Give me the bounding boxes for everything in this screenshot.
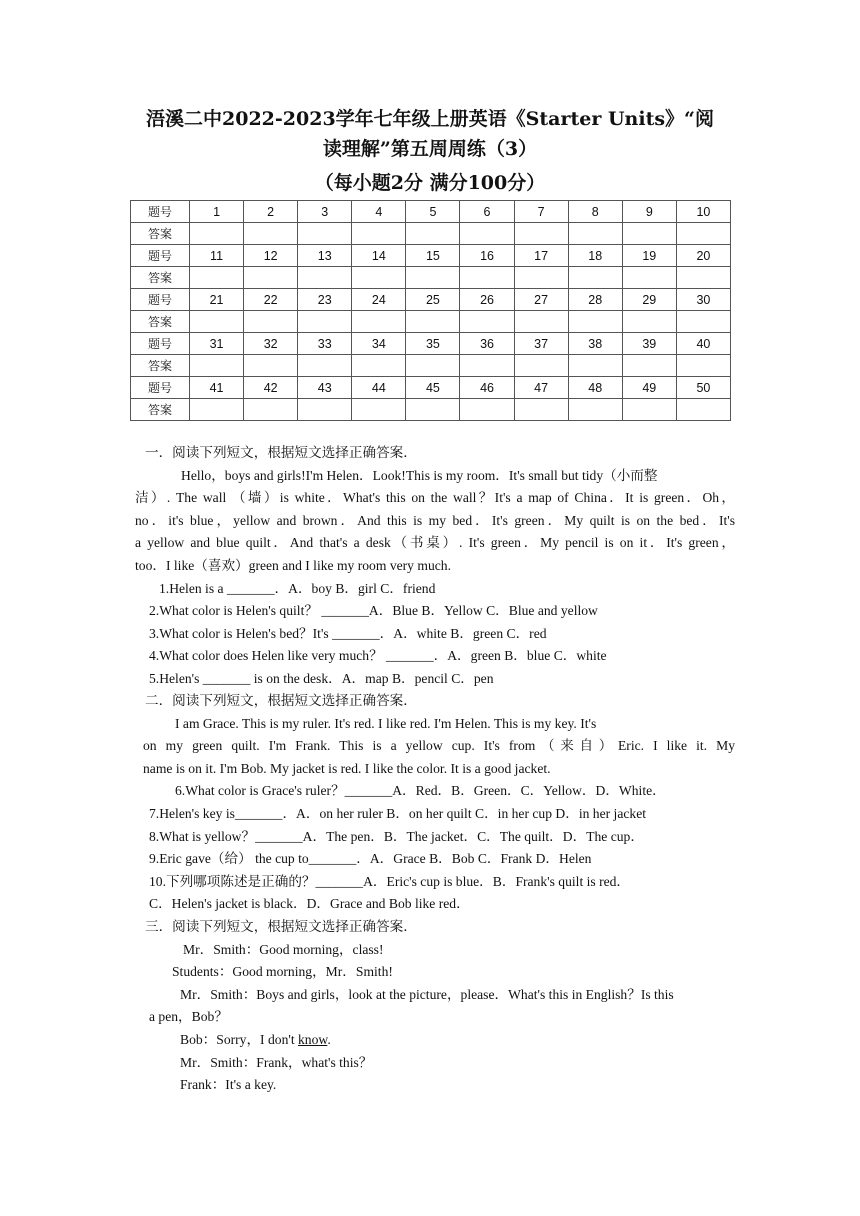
dialogue-line: Frank：It's a key. [180,1077,277,1093]
passage-2-line: on my green quilt. I'm Frank. This is a yellow cup. It's from（来自）Eric. I like it. My [143,738,735,754]
passage-1-line: 洁）. The wall （墙）is white．What's this on the wall？It's a map of China．It is green．Oh， [135,490,735,506]
answer-cell[interactable] [298,223,352,245]
answer-cell[interactable] [676,399,730,421]
answer-cell[interactable] [676,311,730,333]
question-1: 1.Helen is a _______．A．boy B．girl C．friend [159,580,436,596]
answer-cell[interactable] [298,267,352,289]
row-label: 答案 [131,355,190,377]
title-line-2: 读理解”第五周周练（3） [322,138,538,160]
answer-cell[interactable] [514,223,568,245]
question-number-cell: 45 [406,377,460,399]
question-number-cell: 43 [298,377,352,399]
question-number-cell: 10 [676,201,730,223]
answer-cell[interactable] [460,355,514,377]
question-number-row [131,333,731,355]
question-number-row [131,377,731,399]
passage-1-line: no．it's blue，yellow and brown．And this is my bed．It's green．My quilt is on the bed．It's [135,512,735,528]
answer-cell[interactable] [568,267,622,289]
question-number-cell: 26 [460,289,514,311]
answer-cell[interactable] [190,311,244,333]
question-4: 4.What color does Helen like very much？ _______．A．green B．blue C．white [149,648,607,664]
question-3: 3.What color is Helen's bed？It's _______．A．white B．green C．red [149,625,547,641]
answer-cell[interactable] [514,399,568,421]
question-number-cell: 36 [460,333,514,355]
answer-cell[interactable] [244,267,298,289]
question-number-cell: 21 [190,289,244,311]
section-2-heading: 二．阅读下列短文，根据短文选择正确答案． [145,693,417,708]
answer-cell[interactable] [244,223,298,245]
question-number-row [131,289,731,311]
question-number-cell: 17 [514,245,568,267]
dialogue-line: Mr．Smith：Boys and girls，look at the picture，please．What's this in English？Is this [180,986,674,1002]
question-number-cell: 50 [676,377,730,399]
answer-cell[interactable] [514,355,568,377]
answer-cell[interactable] [622,223,676,245]
question-7: 7.Helen's key is_______．A．on her ruler B．on her quilt C．in her cup D．in her jacket [149,805,647,821]
question-number-cell: 25 [406,289,460,311]
answer-cell[interactable] [568,223,622,245]
answer-cell[interactable] [514,267,568,289]
question-number-cell: 33 [298,333,352,355]
answer-cell[interactable] [622,311,676,333]
row-label: 题号 [131,377,190,399]
question-number-cell: 44 [352,377,406,399]
answer-cell[interactable] [514,311,568,333]
answer-cell[interactable] [622,267,676,289]
question-number-cell: 24 [352,289,406,311]
passage-1-line: a yellow and blue quilt．And that's a desk（书桌）. It's green．My pencil is on it．It's green， [135,535,735,551]
question-number-cell: 9 [622,201,676,223]
passage-2-line: I am Grace. This is my ruler. It's red. I like red. I'm Helen. This is my key. It's [175,715,597,731]
question-number-cell: 27 [514,289,568,311]
answer-cell[interactable] [568,311,622,333]
answer-cell[interactable] [352,223,406,245]
question-number-cell: 42 [244,377,298,399]
question-2: 2.What color is Helen's quilt？ _______A．Blue B．Yellow C．Blue and yellow [149,603,598,619]
row-label: 答案 [131,399,190,421]
question-number-cell: 31 [190,333,244,355]
question-number-cell: 5 [406,201,460,223]
question-number-cell: 22 [244,289,298,311]
section-3 [145,916,735,1097]
question-number-cell: 47 [514,377,568,399]
answer-cell[interactable] [352,355,406,377]
question-number-cell: 19 [622,245,676,267]
answer-cell[interactable] [622,399,676,421]
question-8: 8.What is yellow？_______A．The pen．B．The jacket．C．The quilt．D．The cup． [149,828,644,844]
answer-cell[interactable] [352,311,406,333]
answer-cell[interactable] [406,399,460,421]
question-number-cell: 18 [568,245,622,267]
passage-1-line: too．I like（喜欢）green and I like my room very much. [135,557,451,573]
answer-cell[interactable] [190,355,244,377]
section-1 [135,442,735,691]
question-number-row [131,245,731,267]
row-label: 答案 [131,223,190,245]
row-label: 题号 [131,289,190,311]
question-number-cell: 6 [460,201,514,223]
section-1-heading: 一．阅读下列短文，根据短文选择正确答案． [145,445,417,460]
question-number-cell: 11 [190,245,244,267]
question-number-cell: 20 [676,245,730,267]
question-number-cell: 29 [622,289,676,311]
answer-cell[interactable] [568,399,622,421]
answer-cell[interactable] [190,223,244,245]
question-number-cell: 37 [514,333,568,355]
question-10: 10.下列哪项陈述是正确的？_______A．Eric's cup is blue．B．Frank's quilt is red． [149,873,631,889]
answer-cell[interactable] [352,399,406,421]
question-number-cell: 38 [568,333,622,355]
question-number-cell: 32 [244,333,298,355]
answer-cell[interactable] [406,311,460,333]
dialogue-line: Mr．Smith：Frank，what's this？ [180,1054,373,1070]
title-line-1: 浯溪二中2022-2023学年七年级上册英语《Starter Units》“阅 [146,108,714,130]
answer-cell[interactable] [190,399,244,421]
question-number-cell: 7 [514,201,568,223]
passage-2-line: name is on it. I'm Bob. My jacket is red. I like the color. It is a good jacket. [143,760,551,776]
question-number-cell: 3 [298,201,352,223]
question-10-options: C．Helen's jacket is black．D．Grace and Bob like red． [149,896,470,912]
underlined-word: know [298,1031,328,1047]
section-2 [145,690,735,916]
question-9: 9.Eric gave（给） the cup to_______．A．Grace B．Bob C．Frank D．Helen [149,851,592,867]
answer-table [130,200,731,421]
answer-cell[interactable] [406,223,460,245]
answer-cell[interactable] [460,311,514,333]
answer-cell[interactable] [460,267,514,289]
answer-row [131,267,731,289]
row-label: 答案 [131,311,190,333]
answer-cell[interactable] [460,399,514,421]
answer-cell[interactable] [298,311,352,333]
answer-row [131,355,731,377]
answer-row [131,399,731,421]
answer-row [131,223,731,245]
question-number-cell: 28 [568,289,622,311]
row-label: 题号 [131,245,190,267]
question-6: 6.What color is Grace's ruler？_______A．Red．B．Green．C．Yellow．D．White． [175,783,666,799]
dialogue-line [145,1029,735,1052]
row-label: 题号 [131,333,190,355]
answer-cell[interactable] [406,267,460,289]
answer-cell[interactable] [622,355,676,377]
question-number-cell: 13 [298,245,352,267]
question-number-cell: 34 [352,333,406,355]
question-number-cell: 23 [298,289,352,311]
row-label: 题号 [131,201,190,223]
answer-cell[interactable] [676,223,730,245]
answer-cell[interactable] [244,311,298,333]
answer-cell[interactable] [406,355,460,377]
question-number-row [131,201,731,223]
answer-cell[interactable] [676,267,730,289]
answer-cell[interactable] [298,355,352,377]
question-number-cell: 16 [460,245,514,267]
question-number-cell: 46 [460,377,514,399]
answer-cell[interactable] [298,399,352,421]
question-number-cell: 30 [676,289,730,311]
answer-cell[interactable] [190,267,244,289]
answer-row [131,311,731,333]
dialogue-text: Bob：Sorry，I don't [180,1031,298,1047]
answer-cell[interactable] [244,399,298,421]
question-number-cell: 15 [406,245,460,267]
row-label: 答案 [131,267,190,289]
question-number-cell: 12 [244,245,298,267]
question-number-cell: 4 [352,201,406,223]
answer-cell[interactable] [460,223,514,245]
passage-1-line: Hello，boys and girls!I'm Helen．Look!This is my room．It's small but tidy（小而整 [181,467,658,483]
dialogue-text: . [327,1031,331,1047]
question-number-cell: 39 [622,333,676,355]
question-number-cell: 8 [568,201,622,223]
answer-cell[interactable] [352,267,406,289]
dialogue-line: Mr．Smith：Good morning，class! [183,941,384,957]
dialogue-line: a pen，Bob？ [149,1009,228,1025]
question-5: 5.Helen's _______ is on the desk．A．map B．pencil C．pen [149,670,494,686]
question-number-cell: 41 [190,377,244,399]
answer-cell[interactable] [244,355,298,377]
answer-cell[interactable] [568,355,622,377]
question-number-cell: 2 [244,201,298,223]
question-number-cell: 14 [352,245,406,267]
title-line-3: （每小题2分 满分100分） [314,172,546,194]
question-number-cell: 35 [406,333,460,355]
question-number-cell: 48 [568,377,622,399]
section-3-heading: 三．阅读下列短文，根据短文选择正确答案． [145,919,417,934]
question-number-cell: 40 [676,333,730,355]
question-number-cell: 49 [622,377,676,399]
dialogue-line: Students：Good morning，Mr．Smith! [172,964,393,980]
answer-cell[interactable] [676,355,730,377]
question-number-cell: 1 [190,201,244,223]
